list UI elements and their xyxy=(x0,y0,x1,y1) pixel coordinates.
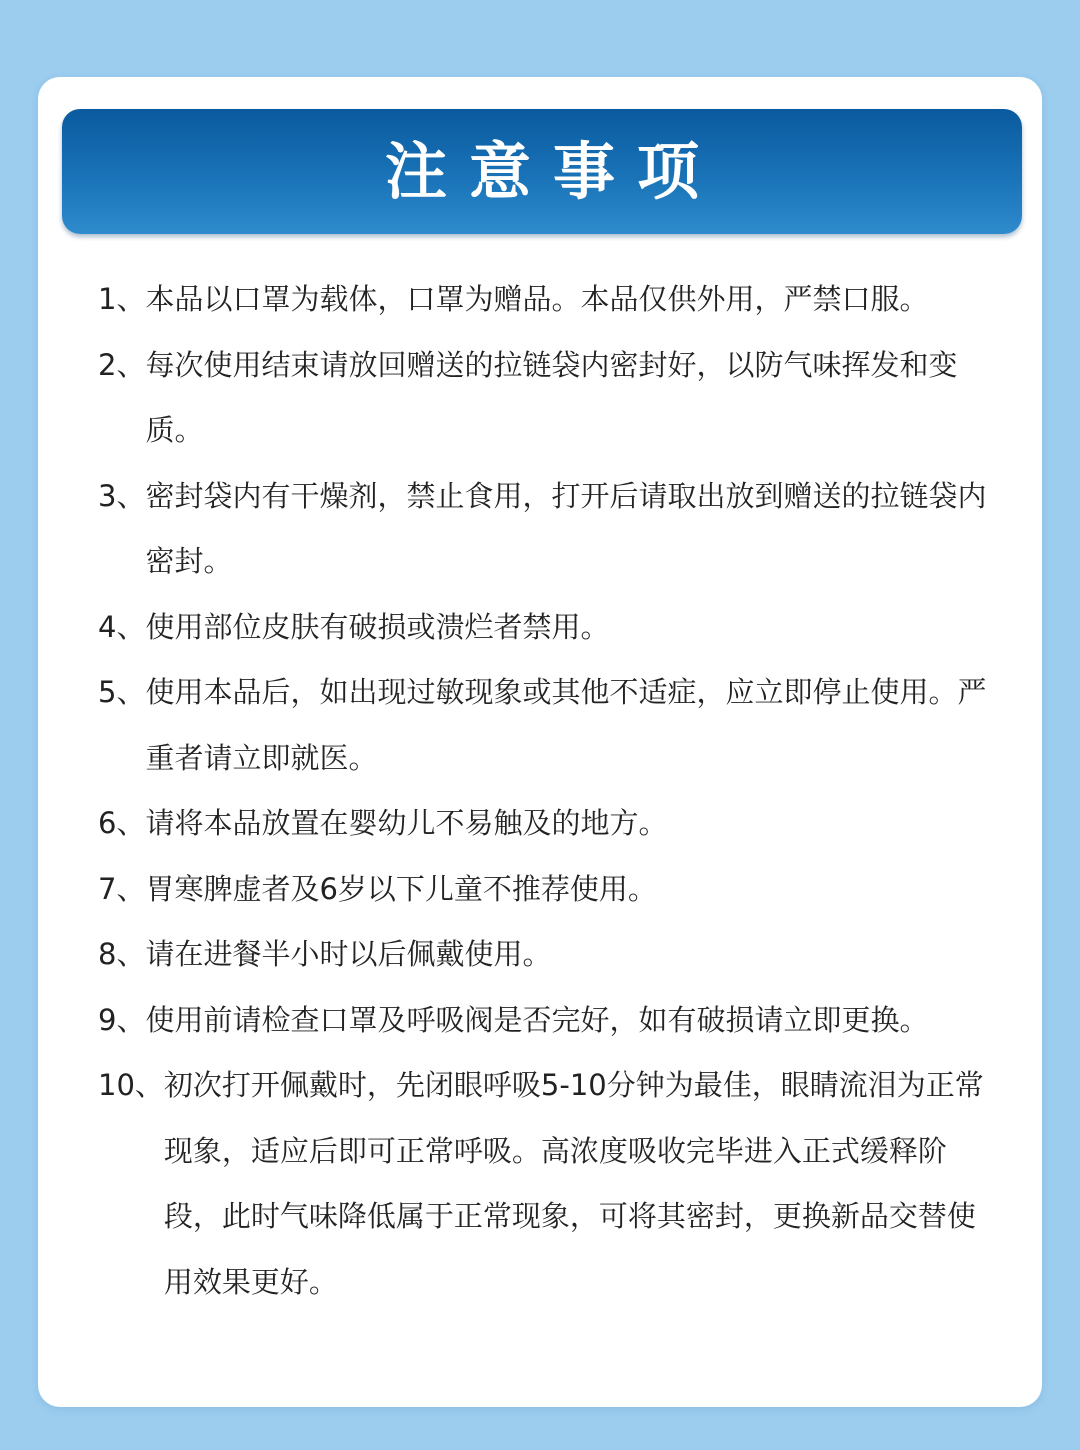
notice-item xyxy=(98,922,998,988)
page-title: 注意事项 xyxy=(384,134,721,208)
notice-text: 每次使用结束请放回赠送的拉链袋内密封好，以防气味挥发和变质。 xyxy=(145,347,958,447)
notice-number: 7、 xyxy=(98,871,146,906)
notice-text: 请将本品放置在婴幼儿不易触及的地方。 xyxy=(145,806,668,840)
notice-text: 密封袋内有干燥剂，禁止食用，打开后请取出放到赠送的拉链袋内密封。 xyxy=(145,478,987,578)
notice-number: 10、 xyxy=(98,1068,164,1102)
notice-number: 5、 xyxy=(98,675,146,709)
notice-text: 胃寒脾虚者及6岁以下儿童不推荐使用。 xyxy=(145,871,657,906)
notice-item xyxy=(98,464,998,595)
notice-card xyxy=(38,77,1042,1407)
notice-item xyxy=(98,660,998,791)
notice-item xyxy=(98,988,998,1054)
notice-item xyxy=(98,791,998,857)
notice-number: 9、 xyxy=(98,1002,146,1037)
notice-number: 3、 xyxy=(98,478,146,513)
notice-item xyxy=(98,1053,998,1315)
notice-item xyxy=(98,267,998,333)
notice-number: 6、 xyxy=(98,806,146,840)
notice-text: 初次打开佩戴时，先闭眼呼吸5-10分钟为最佳，眼睛流泪为正常现象，适应后即可正常呼吸。高浓度吸收完毕进入正式缓释阶段，此时气味降低属于正常现象，可将其密封，更换新品交替使用效果更好。 xyxy=(163,1068,984,1299)
notice-text: 本品以口罩为载体，口罩为赠品。本品仅供外用，严禁口服。 xyxy=(145,282,929,316)
notice-number: 1、 xyxy=(98,282,146,316)
notice-number: 2、 xyxy=(98,347,146,382)
notice-text: 使用部位皮肤有破损或溃烂者禁用。 xyxy=(145,609,610,644)
notice-text: 使用前请检查口罩及呼吸阀是否完好，如有破损请立即更换。 xyxy=(145,1002,929,1037)
notice-item xyxy=(98,333,998,464)
notice-number: 4、 xyxy=(98,609,146,644)
notice-item xyxy=(98,595,998,661)
notice-item xyxy=(98,857,998,923)
notice-text: 使用本品后，如出现过敏现象或其他不适症，应立即停止使用。严重者请立即就医。 xyxy=(145,675,987,775)
notice-number: 8、 xyxy=(98,937,146,971)
title-banner xyxy=(62,109,1022,234)
notice-list xyxy=(98,267,998,1315)
notice-text: 请在进餐半小时以后佩戴使用。 xyxy=(145,937,552,971)
